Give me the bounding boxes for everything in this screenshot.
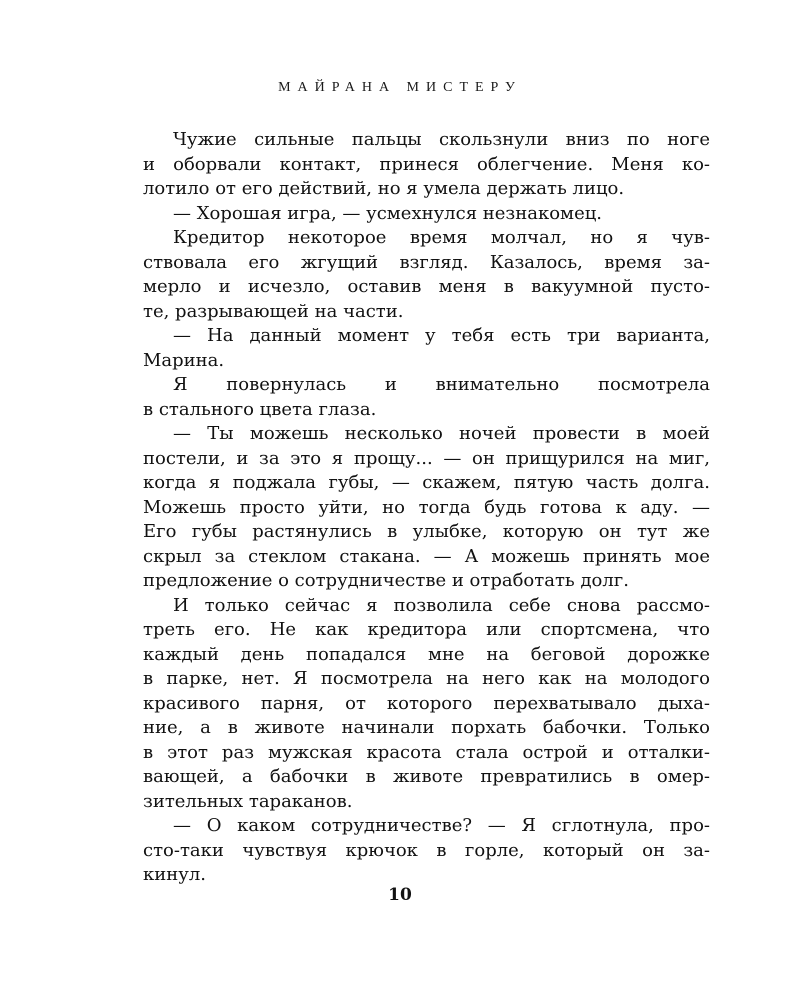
text-line: треть его. Не как кредитора или спортсмена, что — [143, 619, 710, 640]
text-line: скрыл за стеклом стакана. — А можешь принять мое — [143, 545, 710, 567]
text-line: вающей, а бабочки в животе превратились в омер- — [143, 766, 710, 787]
body-text — [143, 128, 710, 888]
text-line: мерло и исчезло, оставив меня в вакуумной пусто- — [143, 276, 710, 297]
text-line: те, разрывающей на части. — [143, 300, 404, 322]
text-line: когда я поджала губы, — скажем, пятую часть долга. — [143, 472, 710, 493]
running-head: МАЙРАНА МИСТЕРУ — [278, 80, 522, 95]
text-line: зительных тараканов. — [143, 790, 353, 812]
text-line: постели, и за это я прощу... — он прищурился на миг, — [143, 447, 710, 469]
text-line: в парке, нет. Я посмотрела на него как на молодого — [143, 668, 710, 689]
text-line: кинул. — [143, 864, 206, 885]
text-line: ние, а в животе начинали порхать бабочки. Только — [143, 717, 710, 738]
text-line: Можешь просто уйти, но тогда будь готова к аду. — — [143, 496, 710, 518]
text-line: каждый день попадался мне на беговой дорожке — [143, 643, 710, 665]
text-line: красивого парня, от которого перехватывало дыха- — [143, 692, 710, 714]
text-line: Его губы растянулись в улыбке, которую он тут же — [143, 521, 710, 542]
text-line: — Ты можешь несколько ночей провести в моей — [173, 423, 710, 444]
text-line: в этот раз мужская красота стала острой и отталки- — [143, 741, 710, 763]
text-line: в стального цвета глаза. — [143, 398, 377, 420]
text-line: ствовала его жгущий взгляд. Казалось, время за- — [143, 251, 710, 273]
text-line: Чужие сильные пальцы скользнули вниз по ноге — [173, 129, 710, 150]
text-line: Кредитор некоторое время молчал, но я чув- — [173, 227, 710, 248]
text-line: лотило от его действий, но я умела держать лицо. — [143, 178, 625, 199]
text-line: И только сейчас я позволила себе снова рассмо- — [173, 594, 710, 616]
text-line: предложение о сотрудничестве и отработать долг. — [143, 570, 629, 591]
text-line: — Хорошая игра, — усмехнулся незнакомец. — [173, 202, 603, 224]
text-line: Марина. — [143, 349, 225, 371]
text-line: — О каком сотрудничестве? — Я сглотнула, про- — [173, 815, 710, 836]
page-number: 10 — [388, 885, 412, 905]
text-line: — На данный момент у тебя есть три варианта, — [173, 325, 710, 346]
text-line: сто-таки чувствуя крючок в горле, который он за- — [143, 839, 710, 861]
text-line: Я повернулась и внимательно посмотрела — [173, 374, 710, 395]
text-line: и оборвали контакт, принеся облегчение. Меня ко- — [143, 153, 710, 175]
